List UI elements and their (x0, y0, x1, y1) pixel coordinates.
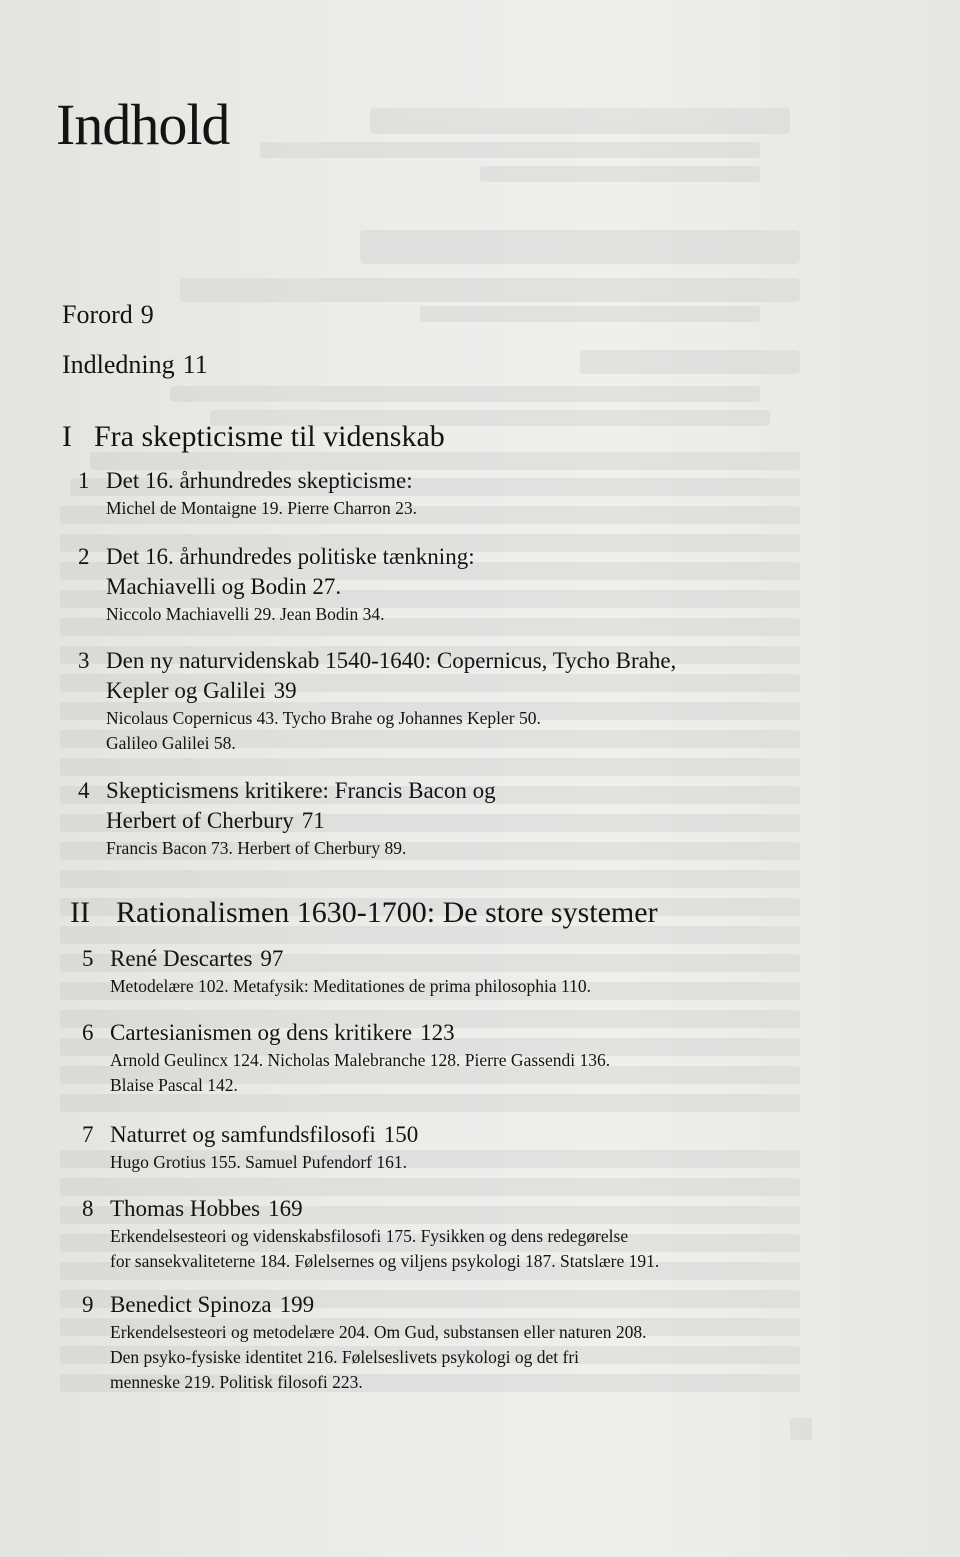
chapter-number: 2 (78, 544, 90, 569)
chapter-entry (82, 1120, 802, 1175)
chapter-entry (78, 646, 798, 756)
chapter-page: 150 (383, 1122, 419, 1147)
entry-label: Indledning (62, 350, 175, 379)
chapter-number: 6 (82, 1020, 94, 1045)
chapter-number: 3 (78, 648, 90, 673)
chapter-title: Herbert of Cherbury (106, 808, 294, 833)
chapter-subsections: Niccolo Machiavelli 29. Jean Bodin 34. (106, 604, 385, 624)
entry-label: Forord (62, 300, 133, 329)
part-numeral: I (62, 420, 72, 453)
chapter-subsections: Galileo Galilei 58. (106, 733, 236, 753)
chapter-title: Machiavelli og Bodin 27. (106, 574, 342, 599)
chapter-entry (82, 1018, 802, 1098)
chapter-subsections: for sansekvaliteterne 184. Følelsernes og viljens psykologi 187. Statslære 191. (110, 1251, 660, 1271)
chapter-title-line (110, 944, 802, 974)
chapter-page: 169 (268, 1196, 303, 1221)
chapter-subsections: Hugo Grotius 155. Samuel Pufendorf 161. (110, 1152, 407, 1172)
chapter-page: 39 (273, 678, 297, 703)
chapter-title: Det 16. århundredes politiske tænkning: (106, 544, 475, 569)
entry-page: 9 (140, 300, 154, 329)
chapter-title-line (110, 1290, 802, 1320)
chapter-title-line (106, 676, 798, 706)
chapter-subsections: Arnold Geulincx 124. Nicholas Malebranche 128. Pierre Gassendi 136. (110, 1050, 611, 1070)
part-heading (62, 422, 445, 452)
chapter-subsections: Michel de Montaigne 19. Pierre Charron 23. (106, 498, 418, 518)
chapter-number: 8 (82, 1196, 94, 1221)
chapter-number: 5 (82, 946, 94, 971)
chapter-subsections: Metodelære 102. Metafysik: Meditationes de prima philosophia 110. (110, 976, 592, 996)
chapter-number: 1 (78, 468, 90, 493)
chapter-title-line (110, 1018, 802, 1048)
chapter-page: 97 (260, 946, 284, 971)
part-numeral: II (70, 896, 90, 929)
chapter-subsections: Erkendelsesteori og videnskabsfilosofi 175. Fysikken og dens redegørelse (110, 1226, 629, 1246)
chapter-entry (78, 776, 798, 861)
page-title: Indhold (56, 92, 230, 157)
entry-page: 11 (182, 350, 208, 379)
chapter-subsections: Nicolaus Copernicus 43. Tycho Brahe og Johannes Kepler 50. (106, 708, 541, 728)
chapter-subsections: Den psyko-fysiske identitet 216. Følelseslivets psykologi og det fri (110, 1347, 580, 1367)
chapter-entry (82, 1194, 802, 1274)
toc-entry-forord (62, 302, 154, 328)
chapter-page: 71 (301, 808, 325, 833)
chapter-title: René Descartes (110, 946, 253, 971)
chapter-title: Den ny naturvidenskab 1540-1640: Copernicus, Tycho Brahe, (106, 648, 677, 673)
chapter-title: Naturret og samfundsfilosofi (110, 1122, 376, 1147)
chapter-page: 123 (420, 1020, 455, 1045)
toc-entry-indledning (62, 352, 208, 378)
chapter-title: Benedict Spinoza (110, 1292, 272, 1317)
chapter-subsections: menneske 219. Politisk filosofi 223. (110, 1372, 363, 1392)
chapter-entry (82, 1290, 802, 1395)
part-title: Fra skepticisme til videnskab (94, 420, 445, 453)
chapter-subsections: Erkendelsesteori og metodelære 204. Om Gud, substansen eller naturen 208. (110, 1322, 647, 1342)
chapter-entry (78, 542, 798, 627)
chapter-title: Skepticismens kritikere: Francis Bacon og (106, 778, 496, 803)
chapter-subsections: Francis Bacon 73. Herbert of Cherbury 89. (106, 838, 407, 858)
chapter-title: Det 16. århundredes skepticisme: (106, 468, 413, 493)
chapter-number: 9 (82, 1292, 94, 1317)
part-heading (70, 898, 658, 928)
chapter-title-line (106, 806, 798, 836)
chapter-number: 4 (78, 778, 90, 803)
chapter-subsections: Blaise Pascal 142. (110, 1075, 238, 1095)
chapter-number: 7 (82, 1122, 94, 1147)
chapter-entry (78, 466, 798, 521)
chapter-title: Cartesianismen og dens kritikere (110, 1020, 413, 1045)
chapter-title-line (110, 1120, 802, 1150)
part-title: Rationalismen 1630-1700: De store systemer (116, 896, 658, 929)
chapter-title-line (110, 1194, 802, 1224)
chapter-page: 199 (279, 1292, 315, 1317)
chapter-entry (82, 944, 802, 999)
chapter-title: Thomas Hobbes (110, 1196, 261, 1221)
chapter-title: Kepler og Galilei (106, 678, 266, 703)
